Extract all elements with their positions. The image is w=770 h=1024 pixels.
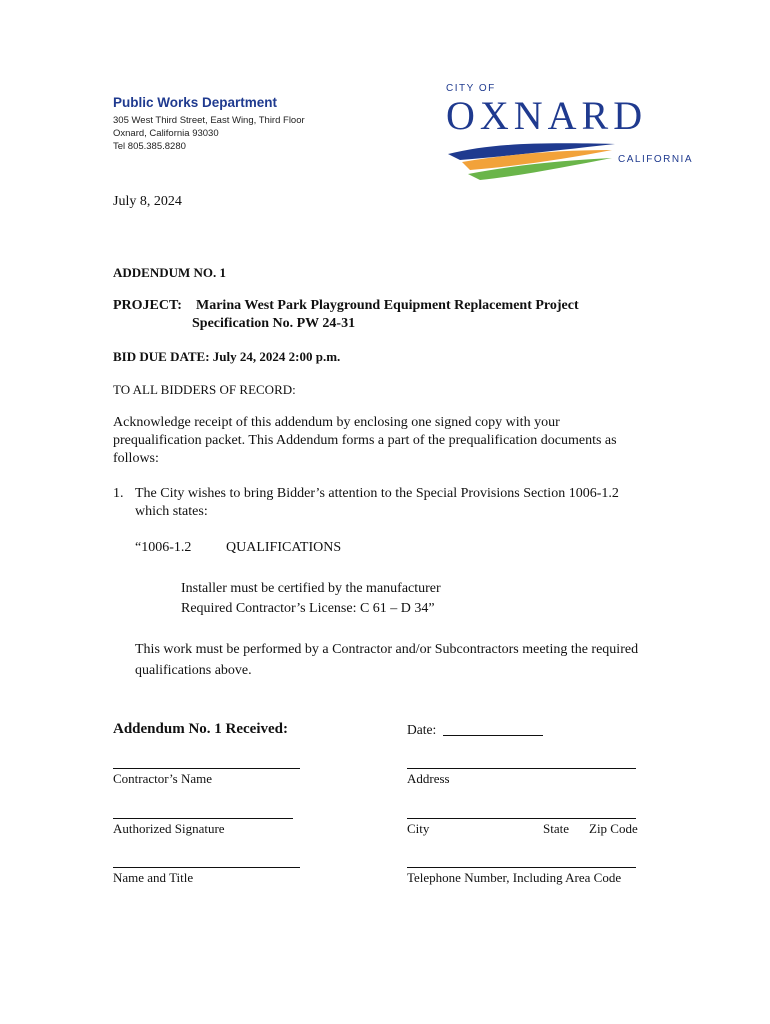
address-line-1: 305 West Third Street, East Wing, Third Floor xyxy=(113,115,305,126)
state-label: State xyxy=(543,821,569,836)
bid-due-date: BID DUE DATE: July 24, 2024 2:00 p.m. xyxy=(113,349,341,364)
intro-line-3: follows: xyxy=(113,451,159,466)
closing-line-2: qualifications above. xyxy=(135,663,252,678)
telephone-line[interactable] xyxy=(407,867,636,868)
quote-section: “1006-1.2 xyxy=(135,540,192,555)
telephone-label: Telephone Number, Including Area Code xyxy=(407,870,622,885)
name-title-label: Name and Title xyxy=(113,870,194,885)
date-line[interactable] xyxy=(443,735,543,736)
to-all-bidders: TO ALL BIDDERS OF RECORD: xyxy=(113,382,296,397)
department-name: Public Works Department xyxy=(113,95,278,110)
logo-city-of: CITY OF xyxy=(446,83,496,94)
city-label: City xyxy=(407,821,430,836)
city-state-zip-line[interactable] xyxy=(407,818,636,819)
phone: Tel 805.385.8280 xyxy=(113,141,186,152)
date-label: Date: xyxy=(407,722,437,737)
addendum-title: ADDENDUM NO. 1 xyxy=(113,265,227,280)
city-logo xyxy=(440,82,700,182)
item-number: 1. xyxy=(113,486,124,501)
receipt-title: Addendum No. 1 Received: xyxy=(113,721,288,737)
project-specification: Specification No. PW 24-31 xyxy=(192,316,356,331)
intro-line-2: prequalification packet. This Addendum forms a part of the prequalification documents as xyxy=(113,433,617,448)
name-title-line[interactable] xyxy=(113,867,300,868)
logo-wave-icon xyxy=(440,140,620,184)
letter-date: July 8, 2024 xyxy=(113,194,182,209)
quote-line-2: Required Contractor’s License: C 61 – D 34” xyxy=(181,601,435,616)
zip-label: Zip Code xyxy=(589,821,638,836)
address-line-2: Oxnard, California 93030 xyxy=(113,128,219,139)
address-label: Address xyxy=(407,771,450,786)
project-name: Marina West Park Playground Equipment Replacement Project xyxy=(196,298,579,313)
item-line-1: The City wishes to bring Bidder’s attention to the Special Provisions Section 1006-1.2 xyxy=(135,486,619,501)
signature-label: Authorized Signature xyxy=(113,821,225,836)
closing-line-1: This work must be performed by a Contractor and/or Subcontractors meeting the required xyxy=(135,642,639,657)
logo-state: CALIFORNIA xyxy=(618,154,694,165)
signature-line[interactable] xyxy=(113,818,293,819)
address-line[interactable] xyxy=(407,768,636,769)
item-line-2: which states: xyxy=(135,504,208,519)
contractor-name-line[interactable] xyxy=(113,768,300,769)
intro-line-1: Acknowledge receipt of this addendum by enclosing one signed copy with your xyxy=(113,415,560,430)
quote-line-1: Installer must be certified by the manufacturer xyxy=(181,581,441,596)
project-label: PROJECT: xyxy=(113,298,182,313)
quote-heading: QUALIFICATIONS xyxy=(226,540,342,555)
contractor-name-label: Contractor’s Name xyxy=(113,771,213,786)
logo-wordmark: OXNARD xyxy=(446,93,648,138)
